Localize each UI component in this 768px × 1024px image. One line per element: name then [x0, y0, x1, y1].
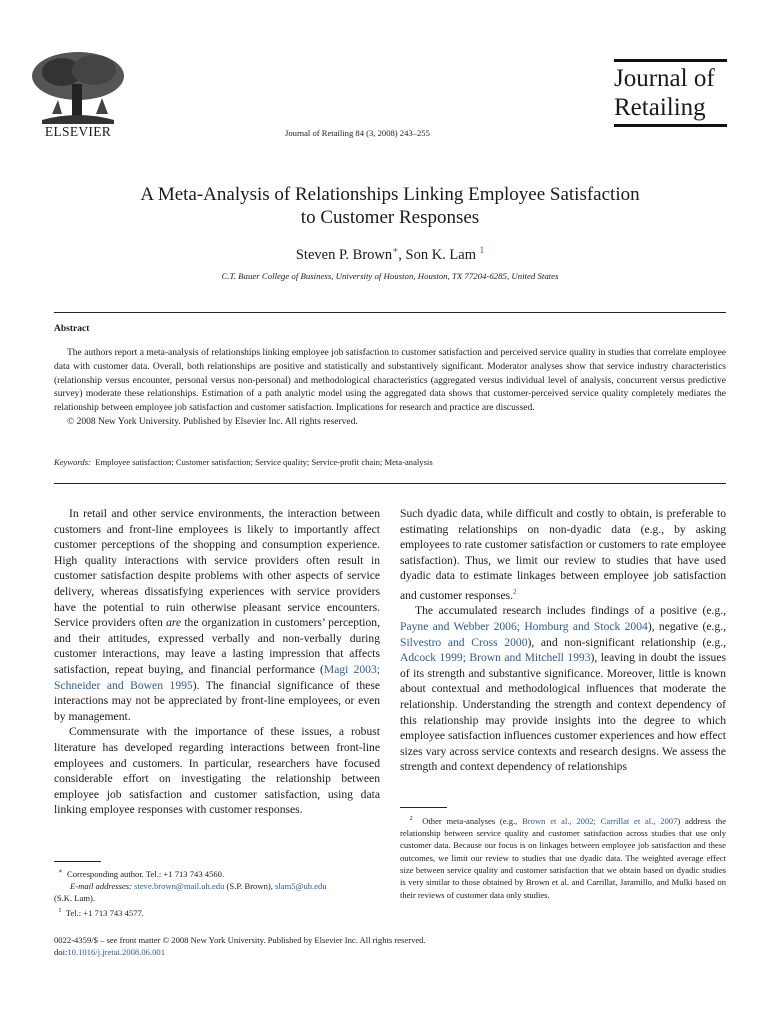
text-run: In retail and other service environments, the interaction between customers and front-line employees is likely to importantly affect customer perceptions of the shopping and consumption experience. High quality interactions with service providers often result in customer satisfaction despite problems with other aspects of service delivery, whereas dissatisfying experiences with service providers have the potential to ruin otherwise pleasant service encounters. Service providers often — [54, 507, 380, 630]
citation-link[interactable]: Adcock 1999 — [400, 651, 463, 665]
citation-link[interactable]: Payne and Webber 2006 — [400, 620, 517, 634]
footnote-2 — [400, 813, 726, 901]
publisher-name: ELSEVIER — [44, 124, 112, 139]
abstract-rule-bottom — [54, 483, 726, 484]
footnote-1-text: Tel.: +1 713 743 4577. — [65, 907, 144, 918]
email-link-brown[interactable]: steve.brown@mail.uh.edu — [134, 881, 225, 892]
abstract-rule-top — [54, 312, 726, 313]
citation-link[interactable]: Brown and Mitchell 1993 — [469, 651, 591, 665]
corresponding-author-note — [54, 866, 384, 880]
email-link-lam[interactable]: slam5@uh.edu — [275, 881, 327, 892]
journal-reference: Journal of Retailing 84 (3, 2008) 243–255 — [285, 128, 430, 138]
text-run: Other meta-analyses (e.g., — [422, 815, 523, 826]
paragraph — [400, 603, 726, 775]
author-2: Son K. Lam — [405, 246, 476, 263]
email-owner-brown: (S.P. Brown), — [224, 881, 276, 892]
abstract-body — [54, 347, 726, 430]
abstract-heading: Abstract — [54, 324, 90, 334]
paragraph — [54, 506, 380, 724]
footnote-2-text — [400, 813, 726, 901]
corresponding-mark: ∗ — [58, 868, 63, 875]
title-line1: A Meta-Analysis of Relationships Linking Employee Satisfaction — [140, 184, 640, 205]
citation-separator: ; — [462, 651, 470, 665]
emphasis-text: are — [166, 616, 182, 630]
citation-link[interactable]: Brown et al., 2002 — [522, 815, 594, 826]
keywords — [54, 457, 726, 467]
keywords-text: Employee satisfaction; Customer satisfaction; Service quality; Service-profit chain; Meta-analysis — [95, 457, 433, 467]
affiliation: C.T. Bauer College of Business, University of Houston, Houston, TX 77204-6285, United States — [221, 271, 559, 281]
text-run: the organization in customers’ perception, and their attitudes, expressed verbally and non-verbally during customer interactions, may leave a lasting impression that affects satisfaction, repeat buying, and financial performance ( — [54, 616, 380, 676]
abstract-text: The authors report a meta-analysis of relationships linking employee job satisfaction to customer satisfaction and perceived service quality in studies that correlate employee data with customer data. Overall, both relationships are positive and statistically and substantively significant. Moderator analyses show that service industry characteristics (relationship versus encounter, personal versus non-personal) and methodological characteristics (aggregated versus individual level of analysis, concurrent versus predictive survey) moderate these relationships. Estimation of a path analytic model using the aggregated data shows that customer-perceived service quality completely mediates the relationship between employee job satisfaction and customer satisfaction. Implications for research and practice are discussed. — [54, 348, 726, 414]
elsevier-tree-logo — [22, 48, 134, 126]
author-separator: , — [398, 246, 406, 263]
journal-name-line1: Journal of — [614, 65, 715, 92]
text-run: ). The financial significance of these interactions may not be appreciated by front-line employees, or even by management. — [54, 678, 380, 723]
journal-name-line2: Retailing — [614, 94, 706, 121]
citation-separator: ; — [376, 662, 380, 676]
title-line2: to Customer Responses — [300, 207, 480, 228]
citation-link[interactable]: Homburg and Stock 2004 — [524, 620, 648, 634]
doi-link[interactable]: 10.1016/j.jretai.2008.06.001 — [67, 947, 165, 958]
text-run: The accumulated research includes findings of a positive (e.g., — [415, 604, 726, 618]
front-matter-footer — [54, 934, 726, 959]
text-run: ), leaving in doubt the issues of its strength and substantive significance. Moreover, little is known about contextual and methodological influences that moderate the relationship. Understanding the strength and context dependency of this relationship may provide insights into the degree to which employee satisfaction influences customer experiences and how effect sizes vary across service contexts and research designs. We assess the strength and context dependency of relationships — [400, 651, 726, 774]
footnote-mark-2[interactable]: 2 — [513, 586, 517, 596]
citation-separator: ; — [516, 620, 525, 634]
body-column-right — [400, 506, 726, 775]
text-run: ), and non-significant relationship (e.g., — [527, 635, 726, 649]
author-1: Steven P. Brown — [295, 246, 393, 263]
body-column-left — [54, 506, 380, 818]
citation-link[interactable]: Magi 2003 — [323, 662, 377, 676]
journal-name-block — [614, 64, 727, 122]
keywords-label: Keywords: — [54, 457, 91, 467]
text-run: Such dyadic data, while difficult and costly to obtain, is preferable to estimating relationships on non-dyadic data (e.g., by asking employees to rate customer satisfaction or customers to rate employee satisfaction). Thus, we limit our review to studies that have used dyadic data to estimate linkages between employee job satisfaction and customer responses. — [400, 507, 726, 602]
footnote-1 — [54, 905, 384, 919]
text-run: ), negative (e.g., — [647, 620, 726, 634]
author-list — [40, 245, 740, 264]
journal-rule-top — [614, 59, 727, 62]
email-label: E-mail addresses: — [70, 881, 132, 892]
doi-label: doi: — [54, 947, 68, 958]
journal-rule-bottom — [614, 124, 727, 127]
author-1-mark[interactable]: ∗ — [392, 245, 399, 255]
footnote-2-mark: 2 — [409, 815, 413, 822]
article-title — [40, 183, 740, 229]
citation-separator: ; — [593, 815, 601, 826]
footnote-1-mark: 1 — [58, 906, 62, 914]
abstract-copyright: © 2008 New York University. Published by Elsevier Inc. All rights reserved. — [67, 416, 358, 427]
citation-link[interactable]: Silvestro and Cross 2000 — [400, 635, 528, 649]
email-owner-lam: (S.K. Lam). — [54, 893, 96, 904]
footnotes-left — [54, 866, 384, 919]
corresponding-text: Corresponding author. Tel.: +1 713 743 4560. — [67, 868, 225, 879]
paragraph: Commensurate with the importance of these issues, a robust literature has developed regarding interactions between front-line employees and customers. In particular, researchers have focused considerable effort on investigating the relationship between employee job satisfaction and customer satisfaction, using data linking employee responses with customer responses. — [54, 725, 380, 817]
citation-link[interactable]: Carrillat et al., 2007 — [600, 815, 678, 826]
text-run: ) address the relationship between service quality and customer satisfaction across studies that use only customer data. Because our focus is on linkages between employee job satisfaction and these outcomes, we limit our review to studies that use dyadic data. The weighted average effect size between service quality and customer satisfaction that we obtain based on dyadic studies is very similar to those obtained by Brown et al. and Carrillat, Jaramillo, and Mulki based on their reviews of customer data only studies. — [400, 815, 727, 900]
issn-line: 0022-4359/$ – see front matter © 2008 New York University. Published by Elsevier Inc. All rights reserved. — [54, 935, 426, 945]
author-2-mark[interactable]: 1 — [479, 245, 485, 255]
citation-link[interactable]: Schneider and Bowen 1995 — [54, 678, 193, 692]
email-note — [54, 880, 384, 892]
footnote-rule-left — [54, 861, 101, 862]
doi-line — [54, 946, 726, 958]
paragraph — [400, 506, 726, 603]
footnote-rule-right — [400, 807, 447, 808]
